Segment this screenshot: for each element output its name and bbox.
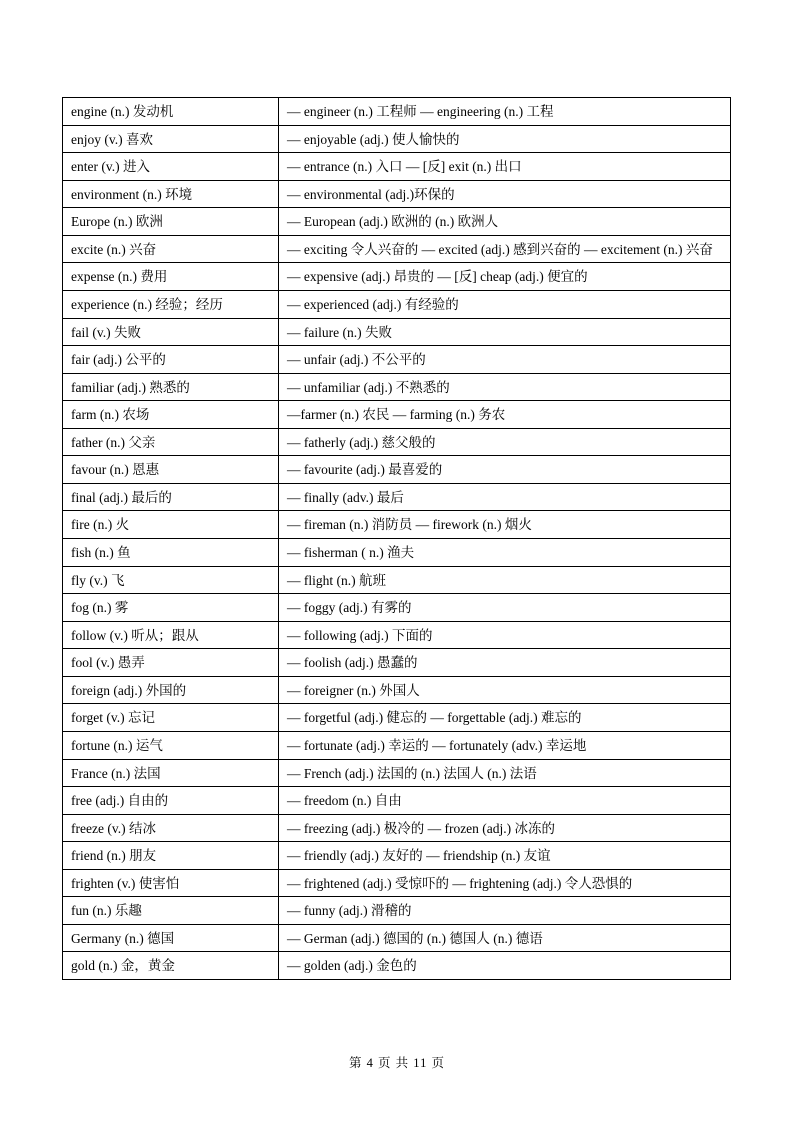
base-word-cell: familiar (adj.) 熟悉的 [63, 373, 279, 401]
derived-words-cell: — environmental (adj.)环保的 [279, 180, 731, 208]
derived-words-cell: — experienced (adj.) 有经验的 [279, 290, 731, 318]
table-row [63, 428, 731, 456]
table-row [63, 180, 731, 208]
derived-words-cell: — favourite (adj.) 最喜爱的 [279, 456, 731, 484]
derived-words-cell: — golden (adj.) 金色的 [279, 952, 731, 980]
derived-words-cell: — freedom (n.) 自由 [279, 787, 731, 815]
base-word-cell: fly (v.) 飞 [63, 566, 279, 594]
table-row [63, 594, 731, 622]
derived-words-cell: —farmer (n.) 农民 — farming (n.) 务农 [279, 401, 731, 429]
base-word-cell: friend (n.) 朋友 [63, 842, 279, 870]
derived-words-cell: — unfamiliar (adj.) 不熟悉的 [279, 373, 731, 401]
table-row [63, 842, 731, 870]
table-row [63, 346, 731, 374]
table-row [63, 539, 731, 567]
table-row [63, 456, 731, 484]
table-row [63, 98, 731, 126]
table-row [63, 952, 731, 980]
base-word-cell: fail (v.) 失败 [63, 318, 279, 346]
base-word-cell: free (adj.) 自由的 [63, 787, 279, 815]
base-word-cell: forget (v.) 忘记 [63, 704, 279, 732]
base-word-cell: enjoy (v.) 喜欢 [63, 125, 279, 153]
derived-words-cell: — fisherman ( n.) 渔夫 [279, 539, 731, 567]
base-word-cell: enter (v.) 进入 [63, 153, 279, 181]
derived-words-cell: — friendly (adj.) 友好的 — friendship (n.) 友谊 [279, 842, 731, 870]
base-word-cell: excite (n.) 兴奋 [63, 235, 279, 263]
base-word-cell: France (n.) 法国 [63, 759, 279, 787]
table-row [63, 869, 731, 897]
derived-words-cell: — foolish (adj.) 愚蠢的 [279, 649, 731, 677]
vocab-table-body [63, 98, 731, 980]
table-row [63, 318, 731, 346]
vocab-table [62, 97, 731, 980]
base-word-cell: farm (n.) 农场 [63, 401, 279, 429]
base-word-cell: father (n.) 父亲 [63, 428, 279, 456]
base-word-cell: Germany (n.) 德国 [63, 924, 279, 952]
derived-words-cell: — German (adj.) 德国的 (n.) 德国人 (n.) 德语 [279, 924, 731, 952]
base-word-cell: fun (n.) 乐趣 [63, 897, 279, 925]
table-row [63, 731, 731, 759]
derived-words-cell: — following (adj.) 下面的 [279, 621, 731, 649]
derived-words-cell: — foggy (adj.) 有雾的 [279, 594, 731, 622]
base-word-cell: engine (n.) 发动机 [63, 98, 279, 126]
derived-words-cell: — expensive (adj.) 昂贵的 — [反] cheap (adj.) 便宜的 [279, 263, 731, 291]
base-word-cell: experience (n.) 经验；经历 [63, 290, 279, 318]
page-footer: 第 4 页 共 11 页 [349, 1056, 445, 1070]
base-word-cell: fortune (n.) 运气 [63, 731, 279, 759]
table-row [63, 263, 731, 291]
base-word-cell: expense (n.) 费用 [63, 263, 279, 291]
derived-words-cell: — failure (n.) 失败 [279, 318, 731, 346]
derived-words-cell: — French (adj.) 法国的 (n.) 法国人 (n.) 法语 [279, 759, 731, 787]
table-row [63, 566, 731, 594]
table-row [63, 759, 731, 787]
table-row [63, 483, 731, 511]
derived-words-cell: — enjoyable (adj.) 使人愉快的 [279, 125, 731, 153]
derived-words-cell: — flight (n.) 航班 [279, 566, 731, 594]
base-word-cell: freeze (v.) 结冰 [63, 814, 279, 842]
table-row [63, 924, 731, 952]
base-word-cell: gold (n.) 金，黄金 [63, 952, 279, 980]
base-word-cell: Europe (n.) 欧洲 [63, 208, 279, 236]
base-word-cell: fool (v.) 愚弄 [63, 649, 279, 677]
derived-words-cell: — frightened (adj.) 受惊吓的 — frightening (adj.) 令人恐惧的 [279, 869, 731, 897]
table-row [63, 621, 731, 649]
table-row [63, 290, 731, 318]
table-row [63, 511, 731, 539]
table-row [63, 153, 731, 181]
table-row [63, 787, 731, 815]
table-row [63, 401, 731, 429]
derived-words-cell: — exciting 令人兴奋的 — excited (adj.) 感到兴奋的 — excitement (n.) 兴奋 [279, 235, 731, 263]
derived-words-cell: — fatherly (adj.) 慈父般的 [279, 428, 731, 456]
base-word-cell: fair (adj.) 公平的 [63, 346, 279, 374]
derived-words-cell: — engineer (n.) 工程师 — engineering (n.) 工程 [279, 98, 731, 126]
base-word-cell: fog (n.) 雾 [63, 594, 279, 622]
derived-words-cell: — fireman (n.) 消防员 — firework (n.) 烟火 [279, 511, 731, 539]
derived-words-cell: — entrance (n.) 入口 — [反] exit (n.) 出口 [279, 153, 731, 181]
base-word-cell: final (adj.) 最后的 [63, 483, 279, 511]
derived-words-cell: — unfair (adj.) 不公平的 [279, 346, 731, 374]
derived-words-cell: — European (adj.) 欧洲的 (n.) 欧洲人 [279, 208, 731, 236]
base-word-cell: environment (n.) 环境 [63, 180, 279, 208]
derived-words-cell: — funny (adj.) 滑稽的 [279, 897, 731, 925]
derived-words-cell: — foreigner (n.) 外国人 [279, 676, 731, 704]
derived-words-cell: — fortunate (adj.) 幸运的 — fortunately (adv.) 幸运地 [279, 731, 731, 759]
base-word-cell: fish (n.) 鱼 [63, 539, 279, 567]
derived-words-cell: — finally (adv.) 最后 [279, 483, 731, 511]
table-row [63, 649, 731, 677]
base-word-cell: favour (n.) 恩惠 [63, 456, 279, 484]
table-row [63, 235, 731, 263]
base-word-cell: foreign (adj.) 外国的 [63, 676, 279, 704]
base-word-cell: frighten (v.) 使害怕 [63, 869, 279, 897]
table-row [63, 814, 731, 842]
derived-words-cell: — freezing (adj.) 极冷的 — frozen (adj.) 冰冻的 [279, 814, 731, 842]
table-row [63, 704, 731, 732]
derived-words-cell: — forgetful (adj.) 健忘的 — forgettable (adj.) 难忘的 [279, 704, 731, 732]
table-row [63, 373, 731, 401]
table-row [63, 676, 731, 704]
table-row [63, 125, 731, 153]
table-row [63, 897, 731, 925]
table-row [63, 208, 731, 236]
base-word-cell: follow (v.) 听从；跟从 [63, 621, 279, 649]
base-word-cell: fire (n.) 火 [63, 511, 279, 539]
